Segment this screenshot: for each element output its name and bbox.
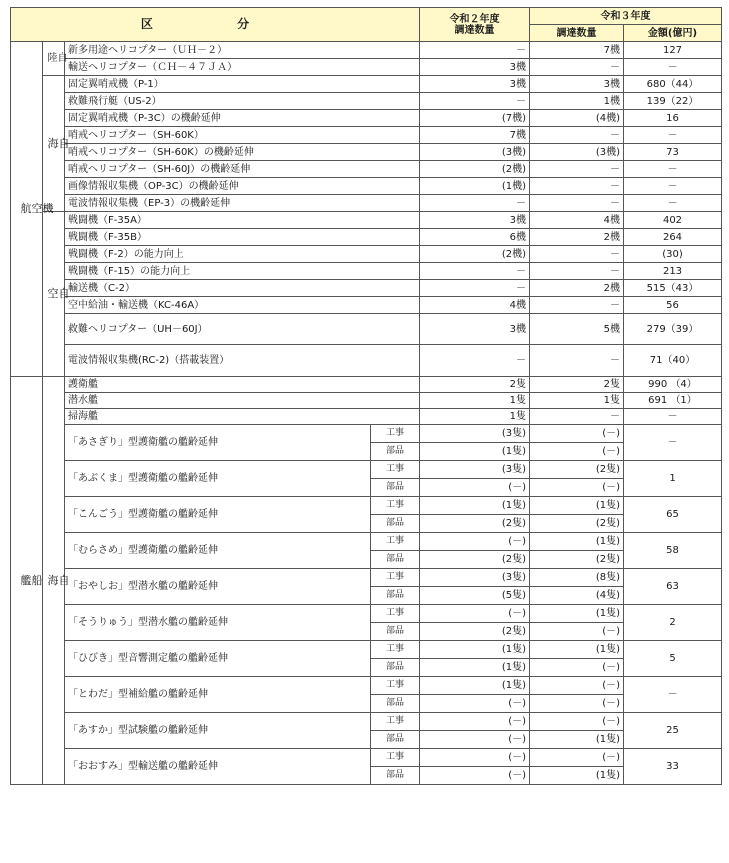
r2-qty: － bbox=[420, 263, 530, 280]
sub-label-work: 工事 bbox=[371, 749, 420, 767]
r2-qty-parts: (5隻) bbox=[420, 587, 530, 605]
r3-qty: 2機 bbox=[530, 280, 624, 297]
r2-qty-work: (－) bbox=[420, 713, 530, 731]
r3-qty-parts: (1隻) bbox=[530, 767, 624, 785]
item-name: 潜水艦 bbox=[65, 393, 420, 409]
msdf-ship-group bbox=[43, 377, 70, 785]
item-name: 護衛艦 bbox=[65, 377, 420, 393]
item-name: 哨戒ヘリコプター（SH-60K）の機齢延伸 bbox=[65, 144, 420, 161]
r3-amount: 71（40） bbox=[624, 345, 722, 377]
item-name: 「こんごう」型護衛艦の艦齢延伸 bbox=[65, 497, 371, 533]
r3-qty: 1機 bbox=[530, 93, 624, 110]
r2-qty-parts: (－) bbox=[420, 695, 530, 713]
r2-qty: (3機) bbox=[420, 144, 530, 161]
r2-qty-header: 調達数量 bbox=[454, 24, 495, 36]
r3-qty: 3機 bbox=[530, 76, 624, 93]
r3-amount: 515（43） bbox=[624, 280, 722, 297]
r2-qty: 3機 bbox=[420, 59, 530, 76]
table-row bbox=[11, 76, 722, 93]
aircraft-group bbox=[11, 42, 54, 377]
item-name: 戦闘機（F-2）の能力向上 bbox=[65, 246, 420, 263]
r3-qty-parts: (－) bbox=[530, 479, 624, 497]
table-row bbox=[11, 144, 722, 161]
sub-label-parts: 部品 bbox=[371, 767, 420, 785]
table-row bbox=[11, 345, 722, 377]
r2-qty-work: (－) bbox=[420, 533, 530, 551]
table-row bbox=[11, 42, 722, 59]
item-name: 画像情報収集機（OP-3C）の機齢延伸 bbox=[65, 178, 420, 195]
r2-qty-parts: (2隻) bbox=[420, 623, 530, 641]
r3-qty: 5機 bbox=[530, 314, 624, 345]
sub-label-work: 工事 bbox=[371, 641, 420, 659]
r3-amount: － bbox=[624, 127, 722, 144]
r3-title: 令和３年度 bbox=[530, 8, 722, 25]
r3-amount-header: 金額(億円) bbox=[624, 25, 722, 42]
r2-qty-work: (3隻) bbox=[420, 425, 530, 443]
item-name: 空中給油・輸送機（KC-46A） bbox=[65, 297, 420, 314]
item-name: 救難飛行艇（US-2） bbox=[65, 93, 420, 110]
r3-amount: 680（44） bbox=[624, 76, 722, 93]
r3-amount: 73 bbox=[624, 144, 722, 161]
item-name: 「そうりゅう」型潜水艦の艦齢延伸 bbox=[65, 605, 371, 641]
r3-qty: 7機 bbox=[530, 42, 624, 59]
r2-qty-work: (1隻) bbox=[420, 677, 530, 695]
r3-qty: － bbox=[530, 161, 624, 178]
sub-label-work: 工事 bbox=[371, 461, 420, 479]
r3-qty-work: (1隻) bbox=[530, 533, 624, 551]
sub-label-parts: 部品 bbox=[371, 551, 420, 569]
table-row bbox=[11, 677, 722, 695]
sub-label-parts: 部品 bbox=[371, 623, 420, 641]
r2-qty-parts: (1隻) bbox=[420, 443, 530, 461]
item-name: 固定翼哨戒機（P-3C）の機齢延伸 bbox=[65, 110, 420, 127]
r3-amount: － bbox=[624, 677, 722, 713]
r2-qty-work: (3隻) bbox=[420, 461, 530, 479]
item-name: 電波情報収集機(RC-2)（搭載装置） bbox=[65, 345, 420, 377]
r2-qty: 2隻 bbox=[420, 377, 530, 393]
r3-amount: 65 bbox=[624, 497, 722, 533]
table-row bbox=[11, 127, 722, 144]
r2-qty-work: (3隻) bbox=[420, 569, 530, 587]
msdf-ship-group-label: 海自 bbox=[47, 573, 70, 587]
table-row bbox=[11, 314, 722, 345]
r2-qty-parts: (2隻) bbox=[420, 515, 530, 533]
table-row bbox=[11, 195, 722, 212]
asdf-group-label: 空自 bbox=[47, 287, 70, 300]
r3-amount: 63 bbox=[624, 569, 722, 605]
r2-qty: － bbox=[420, 280, 530, 297]
r3-qty-work: (2隻) bbox=[530, 461, 624, 479]
r3-amount: 33 bbox=[624, 749, 722, 785]
msdf-air-group bbox=[43, 76, 70, 212]
table-row bbox=[11, 497, 722, 515]
r2-qty: 1隻 bbox=[420, 409, 530, 425]
r3-qty-parts: (2隻) bbox=[530, 515, 624, 533]
r3-qty: 1隻 bbox=[530, 393, 624, 409]
r3-amount: 264 bbox=[624, 229, 722, 246]
r2-qty: 3機 bbox=[420, 76, 530, 93]
item-name: 「あさぎり」型護衛艦の艦齢延伸 bbox=[65, 425, 371, 461]
item-name: 哨戒ヘリコプター（SH-60J）の機齢延伸 bbox=[65, 161, 420, 178]
sub-label-parts: 部品 bbox=[371, 695, 420, 713]
r3-amount: 691 （1） bbox=[624, 393, 722, 409]
r3-amount: (30) bbox=[624, 246, 722, 263]
r3-qty-work: (1隻) bbox=[530, 641, 624, 659]
r3-amount: － bbox=[624, 195, 722, 212]
r2-qty-work: (－) bbox=[420, 605, 530, 623]
r2-header bbox=[420, 8, 530, 42]
r2-qty-work: (1隻) bbox=[420, 641, 530, 659]
r3-amount: 279（39） bbox=[624, 314, 722, 345]
category-header: 区 分 bbox=[11, 8, 420, 42]
r2-qty: (7機) bbox=[420, 110, 530, 127]
table-row bbox=[11, 246, 722, 263]
r3-amount: 16 bbox=[624, 110, 722, 127]
table-row bbox=[11, 533, 722, 551]
table-row bbox=[11, 409, 722, 425]
sub-label-work: 工事 bbox=[371, 533, 420, 551]
r2-qty-work: (－) bbox=[420, 749, 530, 767]
item-name: 戦闘機（F-15）の能力向上 bbox=[65, 263, 420, 280]
r3-amount: 990 （4） bbox=[624, 377, 722, 393]
sub-label-parts: 部品 bbox=[371, 443, 420, 461]
r3-amount: 1 bbox=[624, 461, 722, 497]
r2-qty-parts: (2隻) bbox=[420, 551, 530, 569]
item-name: 「むらさめ」型護衛艦の艦齢延伸 bbox=[65, 533, 371, 569]
r3-qty-parts: (－) bbox=[530, 659, 624, 677]
item-name: 「おやしお」型潜水艦の艦齢延伸 bbox=[65, 569, 371, 605]
r2-qty: (1機) bbox=[420, 178, 530, 195]
r3-amount: 25 bbox=[624, 713, 722, 749]
r3-qty-parts: (1隻) bbox=[530, 731, 624, 749]
r2-qty-parts: (－) bbox=[420, 731, 530, 749]
sub-label-parts: 部品 bbox=[371, 587, 420, 605]
ships-group bbox=[11, 377, 43, 785]
r3-amount: 2 bbox=[624, 605, 722, 641]
r2-qty: 1隻 bbox=[420, 393, 530, 409]
r2-title: 令和２年度 bbox=[449, 13, 500, 25]
r3-qty: 4機 bbox=[530, 212, 624, 229]
r3-amount: 56 bbox=[624, 297, 722, 314]
table-row bbox=[11, 641, 722, 659]
r2-qty: 3機 bbox=[420, 314, 530, 345]
r3-qty-work: (－) bbox=[530, 425, 624, 443]
r2-qty: 6機 bbox=[420, 229, 530, 246]
r2-qty: － bbox=[420, 345, 530, 377]
asdf-group bbox=[43, 212, 70, 377]
item-name: 電波情報収集機（EP-3）の機齢延伸 bbox=[65, 195, 420, 212]
ships-group-label: 艦船 bbox=[20, 573, 43, 587]
r2-qty-work: (1隻) bbox=[420, 497, 530, 515]
item-name: 「あぶくま」型護衛艦の艦齢延伸 bbox=[65, 461, 371, 497]
r3-qty: － bbox=[530, 59, 624, 76]
sub-label-parts: 部品 bbox=[371, 515, 420, 533]
r3-amount: － bbox=[624, 59, 722, 76]
item-name: 輸送機（C-2） bbox=[65, 280, 420, 297]
msdf-air-group-label: 海自 bbox=[47, 136, 70, 150]
sub-label-work: 工事 bbox=[371, 713, 420, 731]
table-row bbox=[11, 212, 722, 229]
sub-label-parts: 部品 bbox=[371, 659, 420, 677]
r3-qty: － bbox=[530, 127, 624, 144]
item-name: 戦闘機（F-35A） bbox=[65, 212, 420, 229]
item-name: 輸送ヘリコプター（ＣＨ－４７ＪＡ） bbox=[65, 59, 420, 76]
table-row bbox=[11, 93, 722, 110]
r3-qty-work: (－) bbox=[530, 677, 624, 695]
sub-label-work: 工事 bbox=[371, 425, 420, 443]
r3-qty-work: (－) bbox=[530, 713, 624, 731]
table-row bbox=[11, 377, 722, 393]
r3-qty: － bbox=[530, 195, 624, 212]
table-row bbox=[11, 749, 722, 767]
procurement-table bbox=[10, 7, 722, 785]
table-row bbox=[11, 110, 722, 127]
r2-qty-parts: (1隻) bbox=[420, 659, 530, 677]
sub-label-work: 工事 bbox=[371, 677, 420, 695]
r3-amount: 5 bbox=[624, 641, 722, 677]
r3-qty: (4機) bbox=[530, 110, 624, 127]
table-row bbox=[11, 280, 722, 297]
table-row bbox=[11, 425, 722, 443]
r3-qty-parts: (2隻) bbox=[530, 551, 624, 569]
table-row bbox=[11, 229, 722, 246]
table-row bbox=[11, 461, 722, 479]
r3-qty-work: (8隻) bbox=[530, 569, 624, 587]
r3-amount: 127 bbox=[624, 42, 722, 59]
r3-amount: 139（22） bbox=[624, 93, 722, 110]
r3-qty-header: 調達数量 bbox=[530, 25, 624, 42]
sub-label-parts: 部品 bbox=[371, 479, 420, 497]
item-name: 掃海艦 bbox=[65, 409, 420, 425]
r3-qty-parts: (－) bbox=[530, 623, 624, 641]
r2-qty-parts: (－) bbox=[420, 767, 530, 785]
r3-qty: (3機) bbox=[530, 144, 624, 161]
r2-qty: 4機 bbox=[420, 297, 530, 314]
r3-amount: － bbox=[624, 425, 722, 461]
r3-amount: 58 bbox=[624, 533, 722, 569]
item-name: 「ひびき」型音響測定艦の艦齢延伸 bbox=[65, 641, 371, 677]
table-row bbox=[11, 605, 722, 623]
r2-qty: 3機 bbox=[420, 212, 530, 229]
r3-qty: － bbox=[530, 297, 624, 314]
table-row bbox=[11, 393, 722, 409]
r2-qty: － bbox=[420, 93, 530, 110]
r2-qty: － bbox=[420, 42, 530, 59]
table-row bbox=[11, 59, 722, 76]
sub-label-work: 工事 bbox=[371, 605, 420, 623]
r3-qty: 2機 bbox=[530, 229, 624, 246]
r3-amount: － bbox=[624, 161, 722, 178]
r3-qty: － bbox=[530, 409, 624, 425]
item-name: 「とわだ」型補給艦の艦齢延伸 bbox=[65, 677, 371, 713]
item-name: 新多用途ヘリコプター（ＵＨ－２） bbox=[65, 42, 420, 59]
table-row bbox=[11, 297, 722, 314]
r2-qty: 7機 bbox=[420, 127, 530, 144]
sub-label-work: 工事 bbox=[371, 497, 420, 515]
r3-qty: － bbox=[530, 178, 624, 195]
r3-qty-parts: (4隻) bbox=[530, 587, 624, 605]
r2-qty: － bbox=[420, 195, 530, 212]
item-name: 「おおすみ」型輸送艦の艦齢延伸 bbox=[65, 749, 371, 785]
table-row bbox=[11, 161, 722, 178]
sub-label-work: 工事 bbox=[371, 569, 420, 587]
r3-qty-parts: (－) bbox=[530, 443, 624, 461]
r3-amount: 213 bbox=[624, 263, 722, 280]
r2-qty-parts: (－) bbox=[420, 479, 530, 497]
sub-label-parts: 部品 bbox=[371, 731, 420, 749]
r3-amount: － bbox=[624, 409, 722, 425]
gsdf-group bbox=[43, 42, 68, 76]
r3-qty-work: (1隻) bbox=[530, 497, 624, 515]
item-name: 哨戒ヘリコプター（SH-60K） bbox=[65, 127, 420, 144]
r3-qty-work: (－) bbox=[530, 749, 624, 767]
r2-qty: (2機) bbox=[420, 161, 530, 178]
r3-qty: 2隻 bbox=[530, 377, 624, 393]
r3-qty: － bbox=[530, 345, 624, 377]
item-name: 救難ヘリコプター（UH－60J） bbox=[65, 314, 420, 345]
r3-qty: － bbox=[530, 263, 624, 280]
item-name: 「あすか」型試験艦の艦齢延伸 bbox=[65, 713, 371, 749]
r3-qty-parts: (－) bbox=[530, 695, 624, 713]
r3-qty: － bbox=[530, 246, 624, 263]
r3-qty-work: (1隻) bbox=[530, 605, 624, 623]
r3-amount: － bbox=[624, 178, 722, 195]
r2-qty: (2機) bbox=[420, 246, 530, 263]
table-row bbox=[11, 569, 722, 587]
r3-amount: 402 bbox=[624, 212, 722, 229]
table-row bbox=[11, 263, 722, 280]
item-name: 戦闘機（F-35B） bbox=[65, 229, 420, 246]
item-name: 固定翼哨戒機（P-1） bbox=[65, 76, 420, 93]
table-row bbox=[11, 713, 722, 731]
gsdf-group-label: 陸自 bbox=[47, 53, 68, 64]
table-row bbox=[11, 178, 722, 195]
aircraft-group-label: 航空機 bbox=[20, 202, 54, 215]
